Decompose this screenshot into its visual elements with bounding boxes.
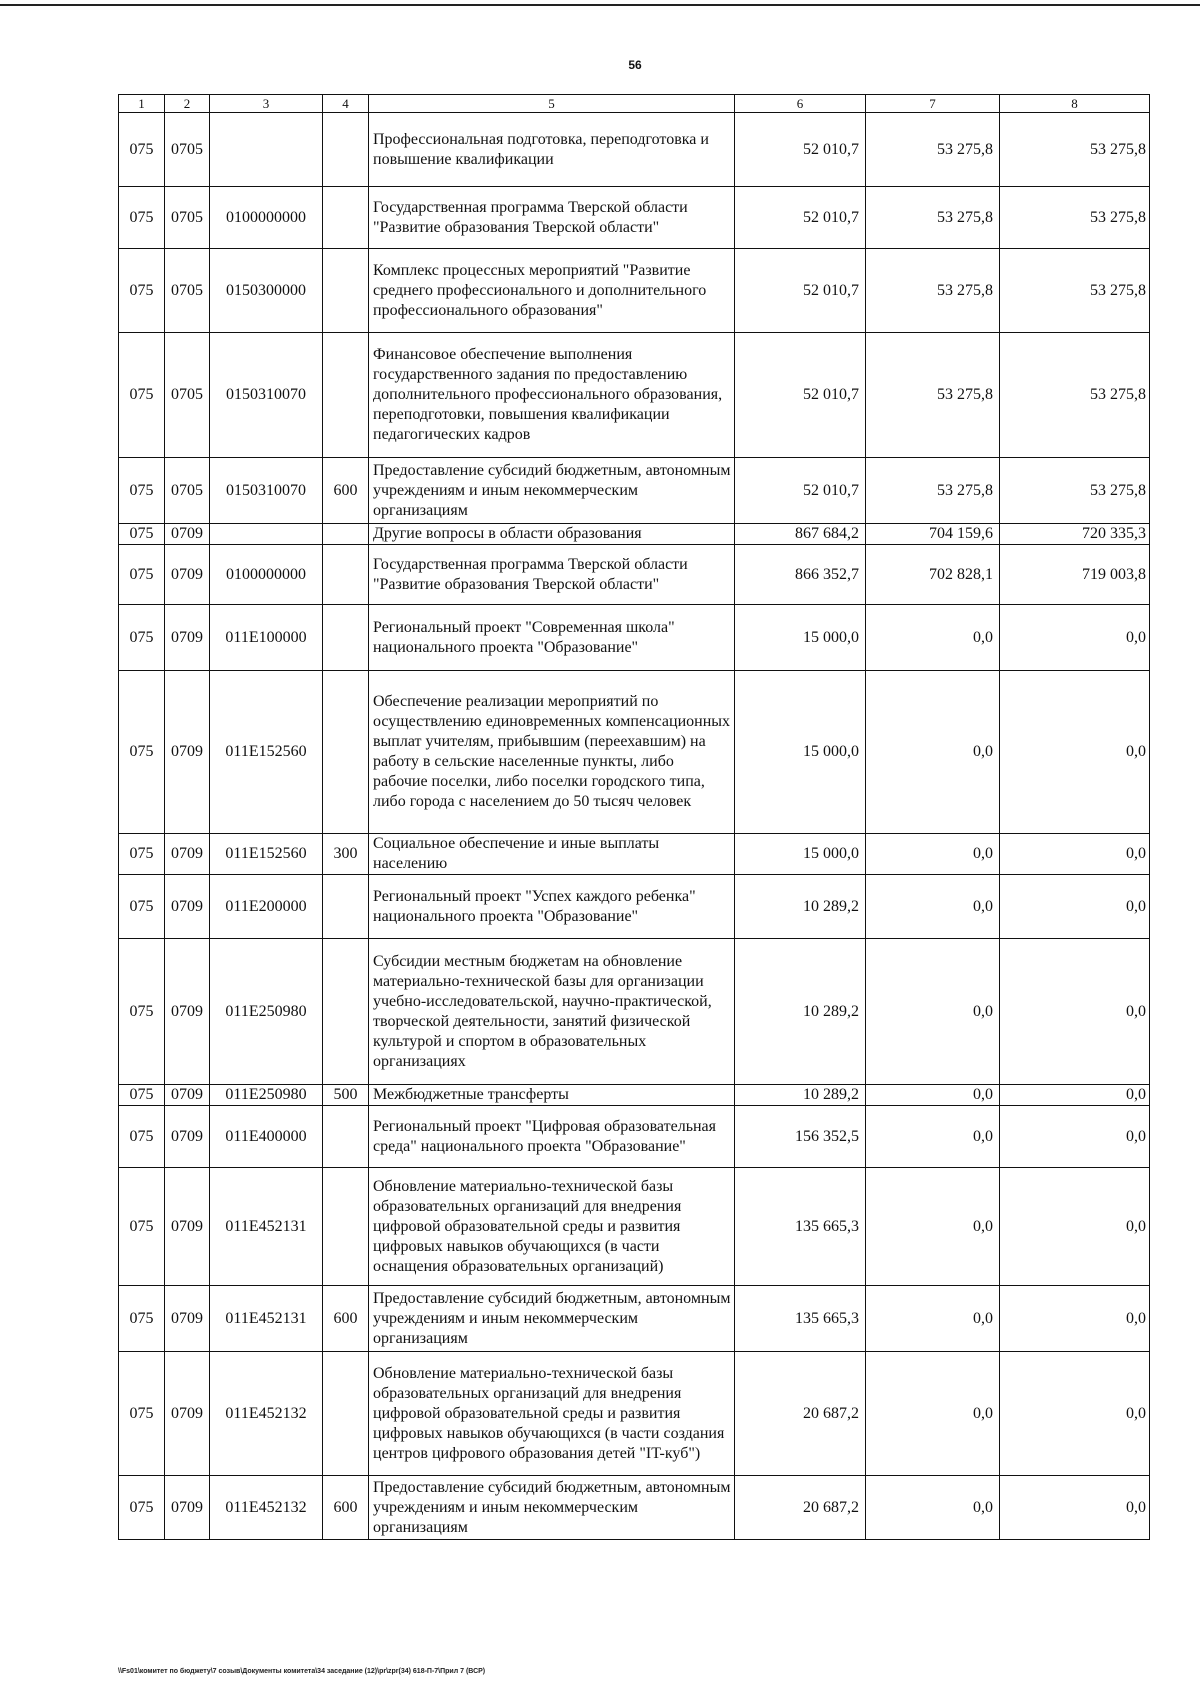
cell-amount-year1: 52 010,7: [735, 187, 866, 249]
table-row: [119, 1106, 1150, 1168]
cell-target-article: 0100000000: [210, 545, 323, 605]
page-number: 56: [628, 58, 642, 72]
cell-item-name: Финансовое обеспечение выполнения государственного задания по предоставлению дополнительного профессионального образования, переподготовки, повышения квалификации педагогических кадров: [369, 333, 735, 458]
cell-amount-year2: 0,0: [866, 1286, 1000, 1352]
column-header: 6: [735, 95, 866, 113]
cell-section-code: 0709: [165, 545, 210, 605]
cell-section-code: 0709: [165, 1085, 210, 1106]
cell-ministry-code: 075: [119, 875, 165, 939]
cell-expense-type: [323, 939, 369, 1085]
cell-target-article: 011E152560: [210, 834, 323, 875]
cell-expense-type: [323, 1106, 369, 1168]
cell-item-name: Комплекс процессных мероприятий "Развитие среднего профессионального и дополнительного профессионального образования": [369, 249, 735, 333]
cell-item-name: Предоставление субсидий бюджетным, автономным учреждениям и иным некоммерческим организациям: [369, 1476, 735, 1540]
cell-section-code: 0709: [165, 671, 210, 834]
cell-target-article: 011E200000: [210, 875, 323, 939]
cell-item-name: Предоставление субсидий бюджетным, автономным учреждениям и иным некоммерческим организациям: [369, 1286, 735, 1352]
cell-amount-year2: 0,0: [866, 1168, 1000, 1286]
cell-item-name: Обеспечение реализации мероприятий по осуществлению единовременных компенсационных выплат учителям, прибывшим (переехавшим) на работу в сельские населенные пункты, либо рабочие поселки, либо поселки городского типа, либо города с населением до 50 тысяч человек: [369, 671, 735, 834]
cell-item-name: Субсидии местным бюджетам на обновление материально-технической базы для организации учебно-исследовательской, научно-практической, творческой деятельности, занятий физической культурой и спортом в образовательных организациях: [369, 939, 735, 1085]
cell-section-code: 0705: [165, 249, 210, 333]
cell-amount-year2: 0,0: [866, 875, 1000, 939]
cell-expense-type: [323, 875, 369, 939]
cell-item-name: Государственная программа Тверской области "Развитие образования Тверской области": [369, 187, 735, 249]
cell-target-article: 011E452132: [210, 1476, 323, 1540]
cell-amount-year1: 52 010,7: [735, 458, 866, 524]
cell-amount-year2: 53 275,8: [866, 333, 1000, 458]
cell-expense-type: 600: [323, 1476, 369, 1540]
table-row: [119, 605, 1150, 671]
cell-amount-year1: 15 000,0: [735, 834, 866, 875]
cell-ministry-code: 075: [119, 834, 165, 875]
cell-amount-year2: 0,0: [866, 1476, 1000, 1540]
cell-ministry-code: 075: [119, 113, 165, 187]
cell-section-code: 0709: [165, 1476, 210, 1540]
table-row: [119, 524, 1150, 545]
cell-section-code: 0705: [165, 113, 210, 187]
table-row: [119, 1168, 1150, 1286]
cell-expense-type: 500: [323, 1085, 369, 1106]
cell-amount-year1: 15 000,0: [735, 605, 866, 671]
cell-item-name: Региональный проект "Цифровая образовательная среда" национального проекта "Образование": [369, 1106, 735, 1168]
cell-amount-year2: 53 275,8: [866, 458, 1000, 524]
cell-section-code: 0709: [165, 1286, 210, 1352]
cell-amount-year1: 135 665,3: [735, 1168, 866, 1286]
cell-item-name: Межбюджетные трансферты: [369, 1085, 735, 1106]
cell-expense-type: [323, 113, 369, 187]
cell-amount-year1: 10 289,2: [735, 939, 866, 1085]
cell-amount-year3: 0,0: [1000, 671, 1150, 834]
cell-amount-year3: 0,0: [1000, 939, 1150, 1085]
cell-amount-year3: 720 335,3: [1000, 524, 1150, 545]
cell-ministry-code: 075: [119, 671, 165, 834]
cell-section-code: 0709: [165, 524, 210, 545]
cell-ministry-code: 075: [119, 1352, 165, 1476]
cell-amount-year2: 0,0: [866, 1085, 1000, 1106]
table-row: [119, 834, 1150, 875]
cell-ministry-code: 075: [119, 249, 165, 333]
table-row: [119, 458, 1150, 524]
cell-target-article: 0150300000: [210, 249, 323, 333]
cell-amount-year3: 0,0: [1000, 1085, 1150, 1106]
cell-item-name: Другие вопросы в области образования: [369, 524, 735, 545]
cell-expense-type: [323, 545, 369, 605]
cell-target-article: 0150310070: [210, 458, 323, 524]
cell-ministry-code: 075: [119, 1085, 165, 1106]
cell-expense-type: 300: [323, 834, 369, 875]
cell-amount-year3: 0,0: [1000, 875, 1150, 939]
cell-item-name: Региональный проект "Успех каждого ребенка" национального проекта "Образование": [369, 875, 735, 939]
cell-expense-type: [323, 1352, 369, 1476]
cell-amount-year1: 866 352,7: [735, 545, 866, 605]
cell-expense-type: 600: [323, 458, 369, 524]
cell-item-name: Социальное обеспечение и иные выплаты населению: [369, 834, 735, 875]
table-row: [119, 875, 1150, 939]
cell-target-article: 0150310070: [210, 333, 323, 458]
cell-amount-year3: 53 275,8: [1000, 249, 1150, 333]
cell-expense-type: [323, 671, 369, 834]
file-path-footer: \\Fs01\комитет по бюджету\7 созыв\Документы комитета\34 заседание (12)\pr\zpr(34) 618-П-7\Прил 7 (ВСР): [118, 1668, 486, 1675]
cell-expense-type: [323, 187, 369, 249]
cell-section-code: 0709: [165, 1352, 210, 1476]
cell-amount-year1: 10 289,2: [735, 1085, 866, 1106]
cell-amount-year3: 53 275,8: [1000, 333, 1150, 458]
cell-target-article: [210, 524, 323, 545]
table-row: [119, 187, 1150, 249]
cell-target-article: 011E250980: [210, 939, 323, 1085]
cell-section-code: 0709: [165, 605, 210, 671]
cell-ministry-code: 075: [119, 187, 165, 249]
cell-amount-year1: 867 684,2: [735, 524, 866, 545]
cell-amount-year3: 0,0: [1000, 1476, 1150, 1540]
cell-section-code: 0705: [165, 458, 210, 524]
table-row: [119, 671, 1150, 834]
cell-amount-year1: 20 687,2: [735, 1352, 866, 1476]
cell-amount-year2: 0,0: [866, 1352, 1000, 1476]
cell-target-article: 0100000000: [210, 187, 323, 249]
cell-ministry-code: 075: [119, 1476, 165, 1540]
scan-top-edge: [0, 4, 1200, 6]
column-header: 4: [323, 95, 369, 113]
column-header: 8: [1000, 95, 1150, 113]
cell-amount-year3: 0,0: [1000, 1106, 1150, 1168]
cell-ministry-code: 075: [119, 939, 165, 1085]
cell-amount-year2: 0,0: [866, 605, 1000, 671]
cell-target-article: 011E100000: [210, 605, 323, 671]
cell-ministry-code: 075: [119, 1168, 165, 1286]
cell-amount-year2: 704 159,6: [866, 524, 1000, 545]
table-row: [119, 113, 1150, 187]
table-row: [119, 1286, 1150, 1352]
cell-amount-year2: 0,0: [866, 1106, 1000, 1168]
table-row: [119, 1085, 1150, 1106]
cell-amount-year1: 135 665,3: [735, 1286, 866, 1352]
cell-amount-year2: 53 275,8: [866, 113, 1000, 187]
budget-table: [118, 94, 1150, 1540]
cell-target-article: [210, 113, 323, 187]
cell-amount-year3: 53 275,8: [1000, 113, 1150, 187]
cell-expense-type: [323, 333, 369, 458]
cell-amount-year3: 0,0: [1000, 605, 1150, 671]
cell-expense-type: 600: [323, 1286, 369, 1352]
cell-amount-year2: 53 275,8: [866, 187, 1000, 249]
cell-ministry-code: 075: [119, 333, 165, 458]
cell-amount-year1: 52 010,7: [735, 249, 866, 333]
table-row: [119, 1476, 1150, 1540]
cell-target-article: 011E400000: [210, 1106, 323, 1168]
cell-item-name: Государственная программа Тверской области "Развитие образования Тверской области": [369, 545, 735, 605]
cell-amount-year3: 0,0: [1000, 1168, 1150, 1286]
cell-ministry-code: 075: [119, 1286, 165, 1352]
cell-amount-year1: 156 352,5: [735, 1106, 866, 1168]
column-header: 5: [369, 95, 735, 113]
cell-amount-year1: 52 010,7: [735, 333, 866, 458]
column-header: 2: [165, 95, 210, 113]
cell-section-code: 0709: [165, 1168, 210, 1286]
cell-amount-year2: 0,0: [866, 671, 1000, 834]
cell-ministry-code: 075: [119, 524, 165, 545]
cell-expense-type: [323, 249, 369, 333]
cell-amount-year1: 10 289,2: [735, 875, 866, 939]
table-row: [119, 939, 1150, 1085]
table-row: [119, 249, 1150, 333]
cell-section-code: 0705: [165, 333, 210, 458]
cell-target-article: 011E152560: [210, 671, 323, 834]
cell-amount-year3: 0,0: [1000, 834, 1150, 875]
cell-amount-year3: 53 275,8: [1000, 187, 1150, 249]
column-header: 7: [866, 95, 1000, 113]
cell-section-code: 0709: [165, 1106, 210, 1168]
cell-section-code: 0709: [165, 939, 210, 1085]
table-row: [119, 545, 1150, 605]
cell-amount-year3: 0,0: [1000, 1286, 1150, 1352]
table-row: [119, 333, 1150, 458]
cell-amount-year2: 53 275,8: [866, 249, 1000, 333]
cell-expense-type: [323, 1168, 369, 1286]
cell-item-name: Предоставление субсидий бюджетным, автономным учреждениям и иным некоммерческим организациям: [369, 458, 735, 524]
cell-amount-year2: 702 828,1: [866, 545, 1000, 605]
cell-item-name: Обновление материально-технической базы образовательных организаций для внедрения цифровой образовательной среды и развития цифровых навыков обучающихся (в части оснащения образовательных организаций): [369, 1168, 735, 1286]
cell-target-article: 011E452131: [210, 1168, 323, 1286]
cell-item-name: Профессиональная подготовка, переподготовка и повышение квалификации: [369, 113, 735, 187]
cell-amount-year1: 15 000,0: [735, 671, 866, 834]
column-header: 3: [210, 95, 323, 113]
cell-ministry-code: 075: [119, 605, 165, 671]
cell-amount-year1: 52 010,7: [735, 113, 866, 187]
column-header: 1: [119, 95, 165, 113]
cell-amount-year1: 20 687,2: [735, 1476, 866, 1540]
cell-target-article: 011E452132: [210, 1352, 323, 1476]
cell-target-article: 011E250980: [210, 1085, 323, 1106]
cell-amount-year2: 0,0: [866, 834, 1000, 875]
cell-section-code: 0709: [165, 834, 210, 875]
cell-section-code: 0709: [165, 875, 210, 939]
cell-expense-type: [323, 524, 369, 545]
cell-amount-year3: 0,0: [1000, 1352, 1150, 1476]
table-row: [119, 1352, 1150, 1476]
cell-section-code: 0705: [165, 187, 210, 249]
cell-target-article: 011E452131: [210, 1286, 323, 1352]
cell-ministry-code: 075: [119, 458, 165, 524]
cell-item-name: Региональный проект "Современная школа" национального проекта "Образование": [369, 605, 735, 671]
column-number-row: [119, 95, 1150, 113]
cell-amount-year3: 719 003,8: [1000, 545, 1150, 605]
cell-ministry-code: 075: [119, 545, 165, 605]
cell-expense-type: [323, 605, 369, 671]
cell-ministry-code: 075: [119, 1106, 165, 1168]
cell-amount-year3: 53 275,8: [1000, 458, 1150, 524]
cell-amount-year2: 0,0: [866, 939, 1000, 1085]
cell-item-name: Обновление материально-технической базы образовательных организаций для внедрения цифровой образовательной среды и развития цифровых навыков обучающихся (в части создания центров цифрового образования детей "IT-куб"): [369, 1352, 735, 1476]
